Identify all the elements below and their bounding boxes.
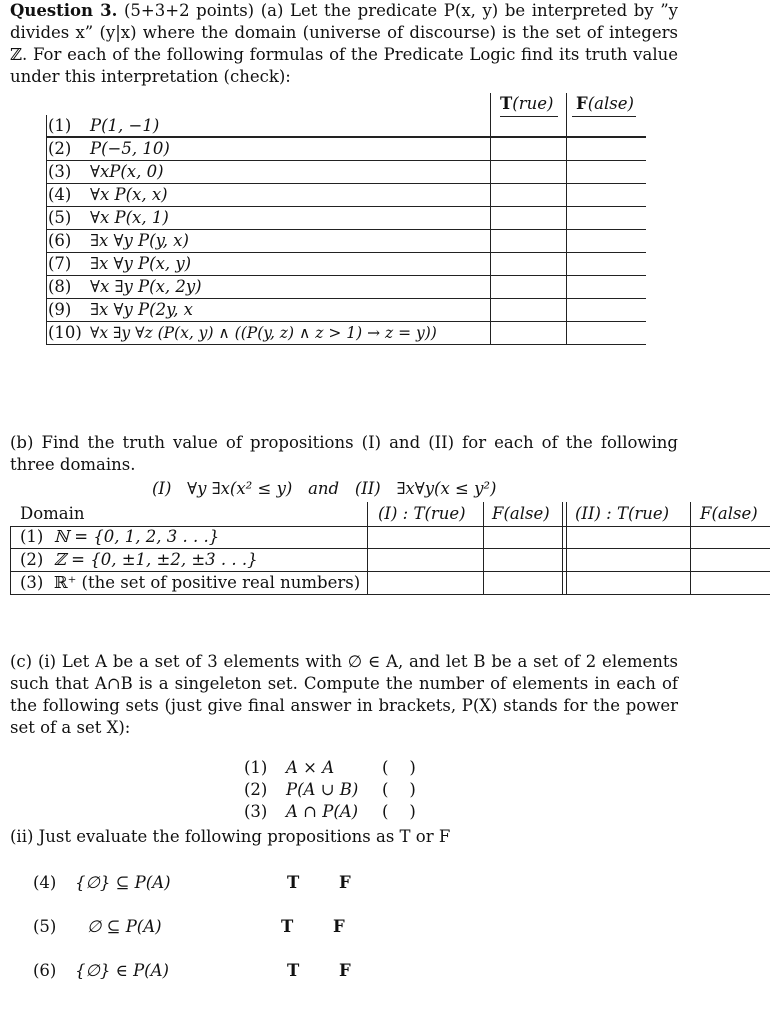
part-c-ii-intro: (ii) Just evaluate the following propositions as T or F [10,827,451,846]
question-paragraph [10,0,678,88]
table-row: (3) ∀xP(x, 0) [46,161,646,184]
part-b-propositions: (I) ∀y ∃x(x² ≤ y) and (II) ∃x∀y(x ≤ y²) [152,479,497,498]
part-b-table [10,502,770,598]
col-domain-header: Domain [20,504,85,523]
table-row: (1) P(1, −1) [46,115,646,138]
col-divider-left [46,115,47,345]
table-row: (8) ∀x ∃y P(x, 2y) [46,276,646,299]
col-I-false-header: F(alse) [492,504,550,523]
table-row: (10) ∀x ∃y ∀z (P(x, y) ∧ ((P(y, z) ∧ z > 1) → z = y)) [46,322,646,345]
part-b-intro: (b) Find the truth value of propositions (I) and (II) for each of the following three domains. [10,433,678,474]
table-row: (6) ∃x ∀y P(y, x) [46,230,646,253]
table-row: (7) ∃x ∀y P(x, y) [46,253,646,276]
table-row: (2) P(−5, 10) [46,138,646,161]
question-intro: (5+3+2 points) (a) Let the predicate P(x, y) be interpreted by ”y divides x” (y|x) where the domain (universe of discourse) is the set of integers ℤ. For each of the following formulas of the Predicate Logic find its truth value under this interpretation (check): [10,1,678,86]
col-divider [10,526,11,594]
col-I-true-header: (I) : T(rue) [378,504,466,523]
question-label: Question 3. [10,1,118,20]
col-divider [367,502,368,594]
part-c-intro: (c) (i) Let A be a set of 3 elements with ∅ ∈ A, and let B be a set of 2 elements such that A∩B is a singeleton set. Compute the number of elements in each of the following sets (just give final answer in brackets, P(X) stands for the power set of a set X): [10,652,678,737]
col-divider [562,502,563,594]
part-c-props: (4) {∅} ⊆ P(A) T F (5) ∅ ⊆ P(A) T F (6) {∅} ∈ P(A) T F [33,873,351,980]
table-row: (3) ℝ⁺ (the set of positive real numbers) [20,573,361,592]
col-divider [690,502,691,594]
table-row: (1) ℕ = {0, 1, 2, 3 . . .} [20,527,220,546]
col-II-false-header: F(alse) [700,504,758,523]
answer-bracket: ( ) [382,758,416,777]
header-true: T(rue) [500,94,554,113]
table-row: (9) ∃x ∀y P(2y, x [46,299,646,322]
col-divider [566,502,567,594]
header-false: F(alse) [576,94,634,113]
answer-bracket: ( ) [382,802,416,821]
col-II-true-header: (II) : T(rue) [575,504,670,523]
col-divider-formula [490,93,491,345]
table-row: (4) ∀x P(x, x) [46,184,646,207]
part-c-items: (1) A × A ( ) (2) P(A ∪ B) ( ) (3) A ∩ P(A) ( ) [244,758,416,821]
table-row: (5) ∀x P(x, 1) [46,207,646,230]
table-row: (2) ℤ = {0, ±1, ±2, ±3 . . .} [20,550,258,569]
col-divider [483,502,484,594]
table-rule [10,594,770,595]
answer-bracket: ( ) [382,780,416,799]
col-divider-true [566,93,567,345]
